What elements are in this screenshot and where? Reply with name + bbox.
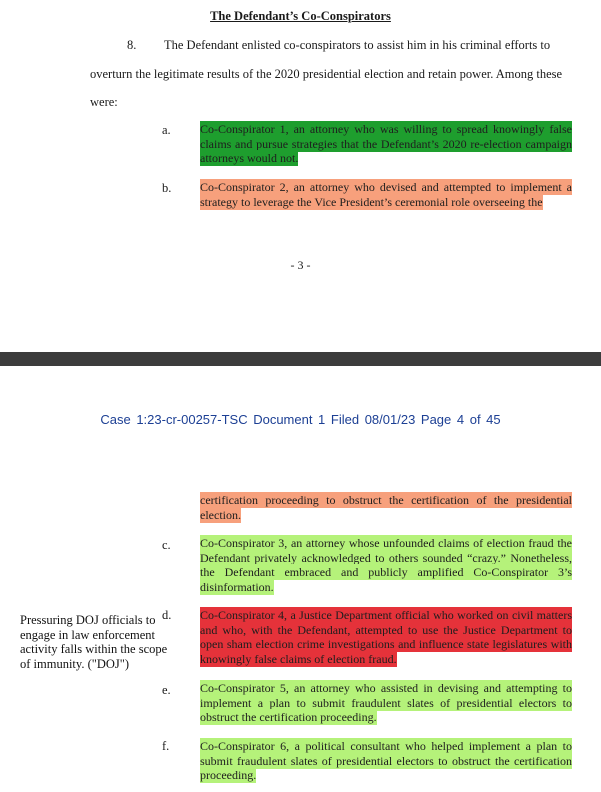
co-conspirator-4-text: Co-Conspirator 4, a Justice Department official who worked on civil matters and who, with the Defendant, attempted to use the Justice Department to open sham election crime investigations and influence state legislatures with knowingly false claims of election fraud. [200,608,572,666]
page-number: - 3 - [290,258,311,272]
case-header: Case 1:23-cr-00257-TSC Document 1 Filed 08/01/23 Page 4 of 45 [100,412,501,427]
paragraph-line-2: overturn the legitimate results of the 2020 presidential election and retain power. Among these [90,67,563,81]
item-label-e: e. [162,683,171,697]
item-label-d: d. [162,608,172,622]
item-label-f: f. [162,739,170,753]
co-conspirator-5-text: Co-Conspirator 5, an attorney who assisted in devising and attempting to implement a plan to submit fraudulent slates of presidential electors to obstruct the certification proceeding. [200,681,572,724]
co-conspirator-6-text: Co-Conspirator 6, a political consultant who helped implement a plan to submit fraudulent slates of presidential electors to obstruct the certification proceeding. [200,739,572,782]
document-page-4 [0,366,601,792]
page-divider [0,352,601,366]
co-conspirator-1-text: Co-Conspirator 1, an attorney who was willing to spread knowingly false claims and pursue strategies that the Defendant’s 2020 re-election campaign attorneys would not. [200,122,572,165]
item-label-c: c. [162,538,171,552]
co-conspirator-2-continuation: certification proceeding to obstruct the certification of the presidential election. [200,493,572,522]
section-heading: The Defendant’s Co-Conspirators [210,9,391,23]
item-label-b: b. [162,181,172,195]
margin-annotation: Pressuring DOJ officials to engage in law enforcement activity falls within the scope of immunity. ("DOJ") [20,613,168,671]
co-conspirator-2-text: Co-Conspirator 2, an attorney who devised and attempted to implement a strategy to leverage the Vice President’s ceremonial role overseeing the [200,180,572,209]
item-label-a: a. [162,123,171,137]
paragraph-line-1: The Defendant enlisted co-conspirators to assist him in his criminal efforts to [164,38,551,52]
paragraph-line-3: were: [90,95,118,109]
document-page-3 [0,0,601,352]
co-conspirator-3-text: Co-Conspirator 3, an attorney whose unfounded claims of election fraud the Defendant privately acknowledged to others sounded “crazy.” Nonetheless, the Defendant embraced and publicly amplified Co-Conspirator 3’s disinformation. [200,536,572,594]
paragraph-number: 8. [127,38,137,52]
